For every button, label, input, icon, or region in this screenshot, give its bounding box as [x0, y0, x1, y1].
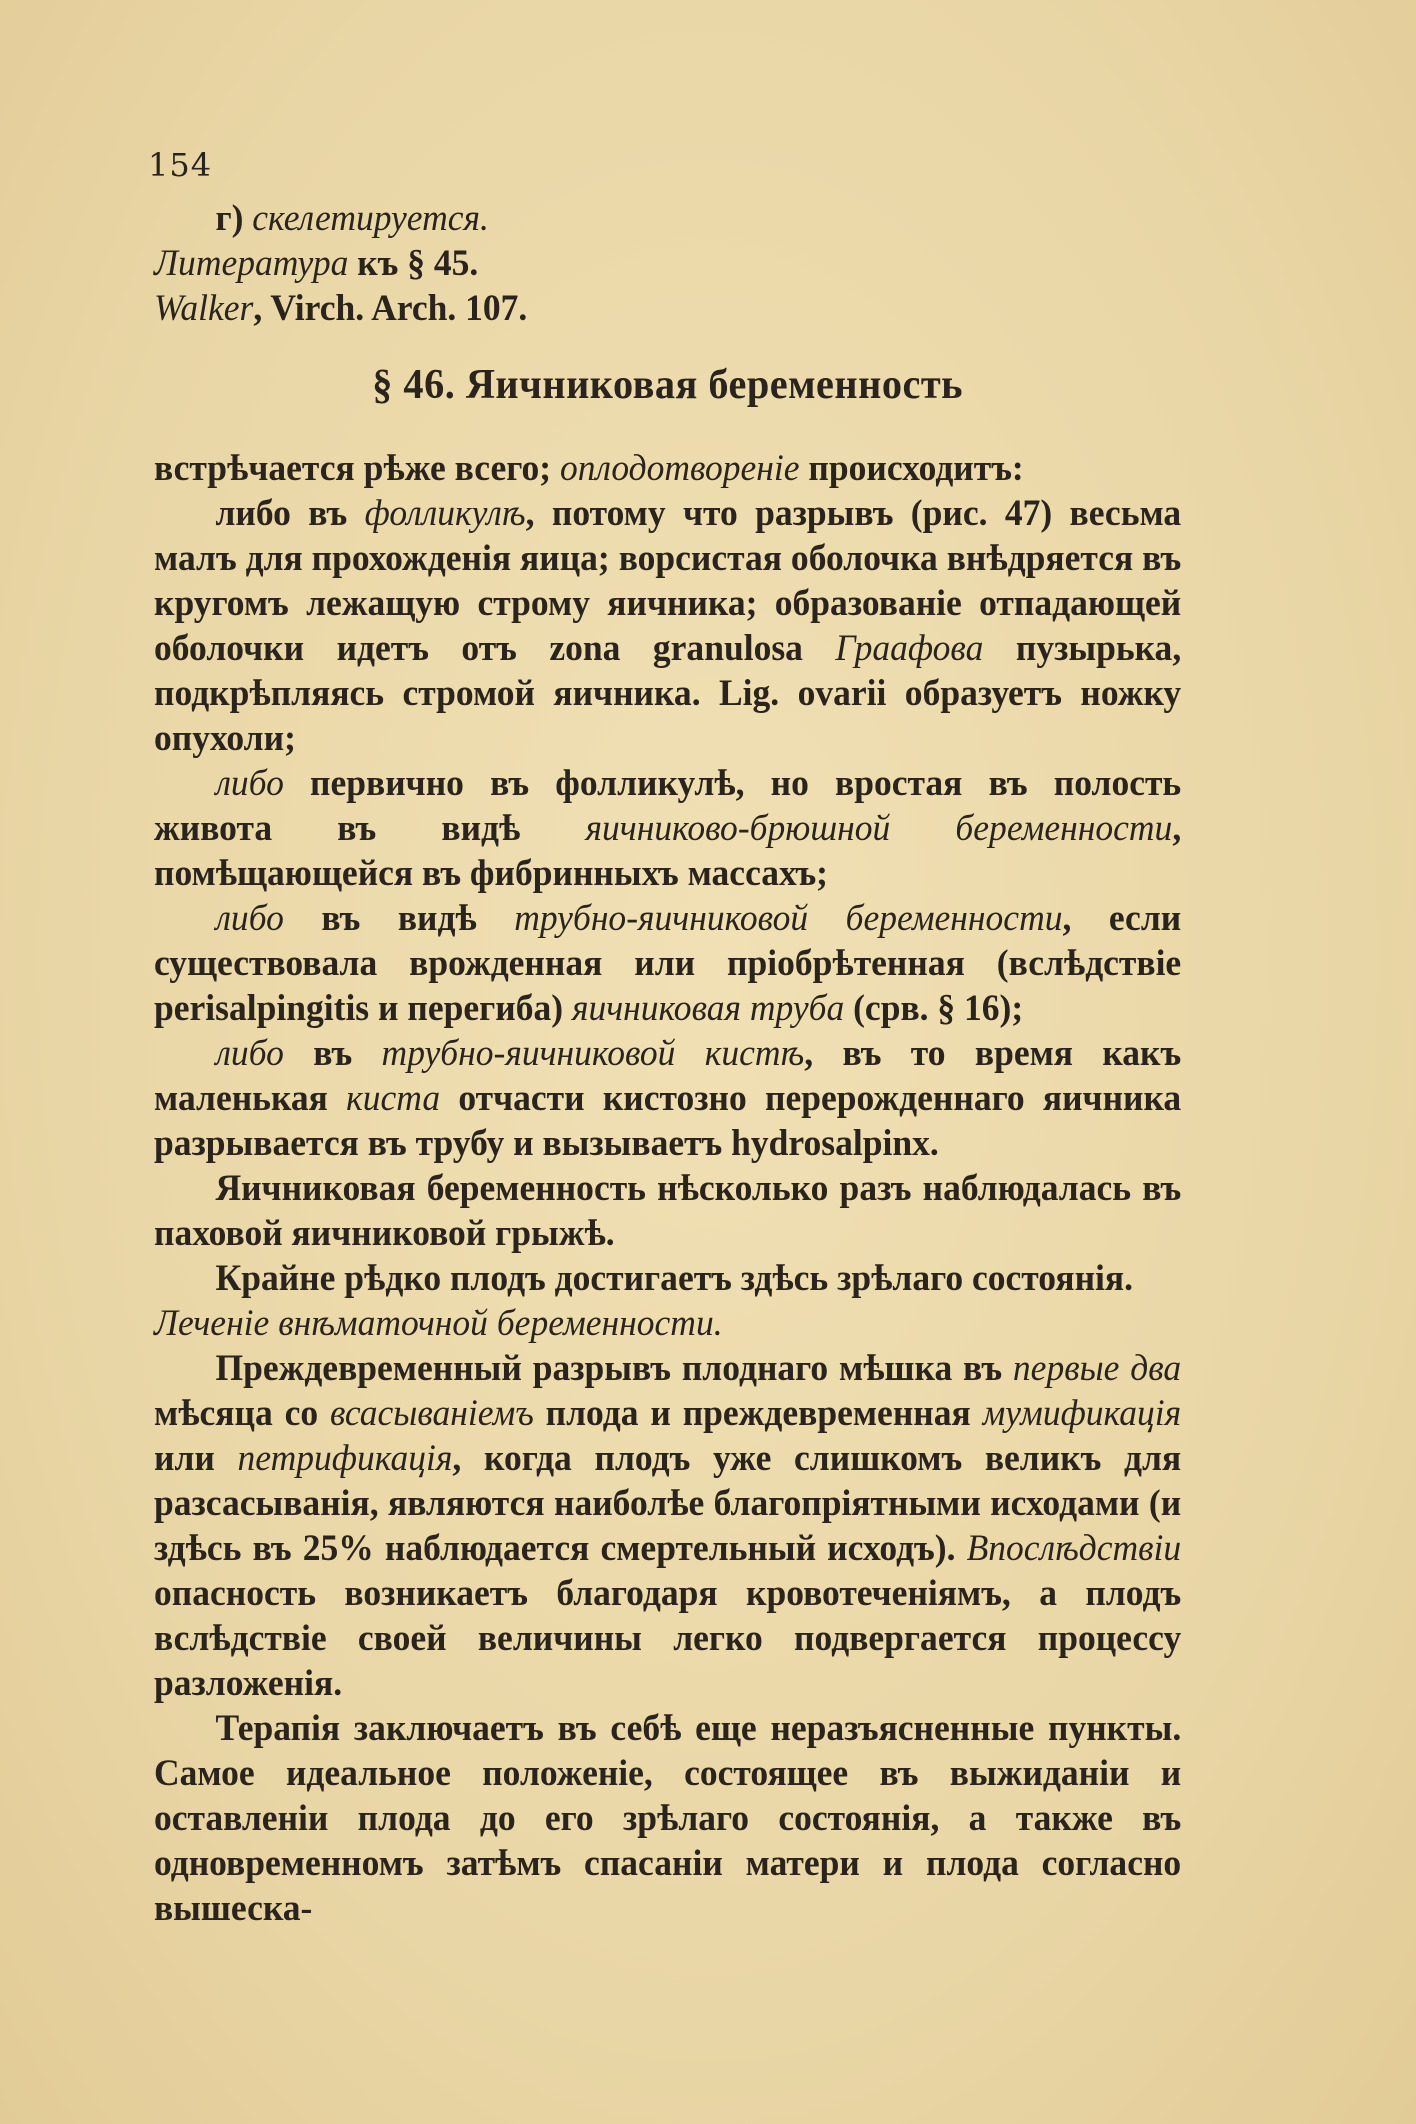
text-run: пузырька, подкрѣпляясь стромой яичника. Lig. ovarii образуетъ ножку опухоли;: [154, 628, 1182, 759]
treatment-subheading: Леченіе внѣматочной беременности.: [154, 1303, 723, 1344]
paragraph-5: [154, 1031, 1181, 1166]
text-run: (срв. § 16);: [844, 988, 1024, 1029]
italic-run: либо: [215, 763, 284, 804]
text-run: или: [154, 1438, 238, 1479]
italic-run: либо: [215, 1033, 284, 1074]
text-run: въ видѣ: [283, 898, 515, 939]
text-run: плода и преждевременная: [533, 1393, 983, 1434]
literature-author: Walker: [154, 288, 254, 329]
italic-run: яичниковая труба: [571, 988, 845, 1029]
italic-run: Граафова: [835, 628, 984, 669]
paragraph-7: Крайне рѣдко плодъ достигаетъ здѣсь зрѣлаго состоянія.: [215, 1258, 1134, 1299]
text-run: либо въ: [215, 493, 365, 534]
literature-heading: [154, 241, 1181, 286]
paragraph-6: Яичниковая беременность нѣсколько разъ наблюдалась въ паховой яичниковой грыжѣ.: [154, 1168, 1182, 1254]
text-run: , когда плодъ уже слишкомъ великъ для разсасыванія, являются наиболѣе благопріятными исходами (и здѣсь въ 25% наблюдается смертельный исходъ).: [154, 1438, 1182, 1569]
italic-run: яичниково-брюшной беременности: [585, 808, 1173, 849]
text-run: происходитъ:: [799, 448, 1024, 489]
item-g-text: скелетируется.: [252, 198, 489, 239]
italic-run: петрификація: [237, 1438, 453, 1479]
text-run: , въ то время какъ маленькая: [154, 1033, 1182, 1119]
text-run: Преждевременный разрывъ плоднаго мѣшка въ: [215, 1348, 1013, 1389]
paragraph-3: [154, 761, 1181, 896]
italic-run: оплодотвореніе: [559, 448, 800, 489]
literature-reference: [154, 286, 1181, 331]
literature-ref-text: , Virch. Arch. 107.: [253, 288, 528, 329]
literature-heading-rest: къ § 45.: [357, 243, 479, 284]
page-number: 154: [148, 146, 213, 184]
text-run: встрѣчается рѣже всего;: [154, 448, 560, 489]
italic-run: киста: [346, 1078, 441, 1119]
text-run: , потому что разрывъ (рис. 47) весьма малъ для прохожденія яица; ворсистая оболочка внѣдряется въ кругомъ лежащую строму яичника; образованіе отпадающей оболочки идетъ отъ zona granulosa: [154, 493, 1182, 669]
paragraph-2: [154, 491, 1181, 761]
italic-run: первые два: [1012, 1348, 1182, 1389]
italic-run: трубно-яичниковой кистѣ: [381, 1033, 805, 1074]
italic-run: либо: [215, 898, 284, 939]
text-run: мѣсяца со: [154, 1393, 330, 1434]
section-title: § 46. Яичниковая беременность: [372, 362, 963, 408]
treatment-paragraph-2: Терапія заключаетъ въ себѣ еще неразъясненные пункты. Самое идеальное положеніе, состоящее въ выжиданіи и оставленіи плода до его зрѣлаго состоянія, а также въ одновременномъ затѣмъ спасаніи матери и плода согласно вышеска-: [154, 1708, 1182, 1929]
italic-run: фолликулѣ: [364, 493, 526, 534]
paragraph-1: [154, 446, 1181, 491]
page-content: [154, 196, 1181, 1931]
treatment-paragraph-1: [154, 1346, 1181, 1706]
text-run: опасность возникаетъ благодаря кровотеченіямъ, а плодъ вслѣдствіе своей величины легко подвергается процессу разложенія.: [154, 1573, 1182, 1704]
italic-run: Впослѣдствіи: [966, 1528, 1182, 1569]
literature-heading-word: Литература: [154, 243, 349, 284]
text-run: въ: [283, 1033, 382, 1074]
item-g-label: г): [215, 198, 244, 239]
italic-run: всасываніемъ: [329, 1393, 534, 1434]
text-run: , если существовала врожденная или пріобрѣтенная (вслѣдствіе perisalpingitis и перегиба): [154, 898, 1182, 1029]
italic-run: мумификація: [982, 1393, 1182, 1434]
text-run: отчасти кистозно перерожденнаго яичника разрывается въ трубу и вызываетъ hydrosalpinx.: [154, 1078, 1182, 1164]
italic-run: трубно-яичниковой беременности: [514, 898, 1063, 939]
text-run: первично въ фолликулѣ, но вростая въ полость живота въ видѣ: [154, 763, 1182, 849]
text-run: , помѣщающейся въ фибринныхъ массахъ;: [154, 808, 1182, 894]
item-g: [154, 196, 1181, 241]
paragraph-4: [154, 896, 1181, 1031]
